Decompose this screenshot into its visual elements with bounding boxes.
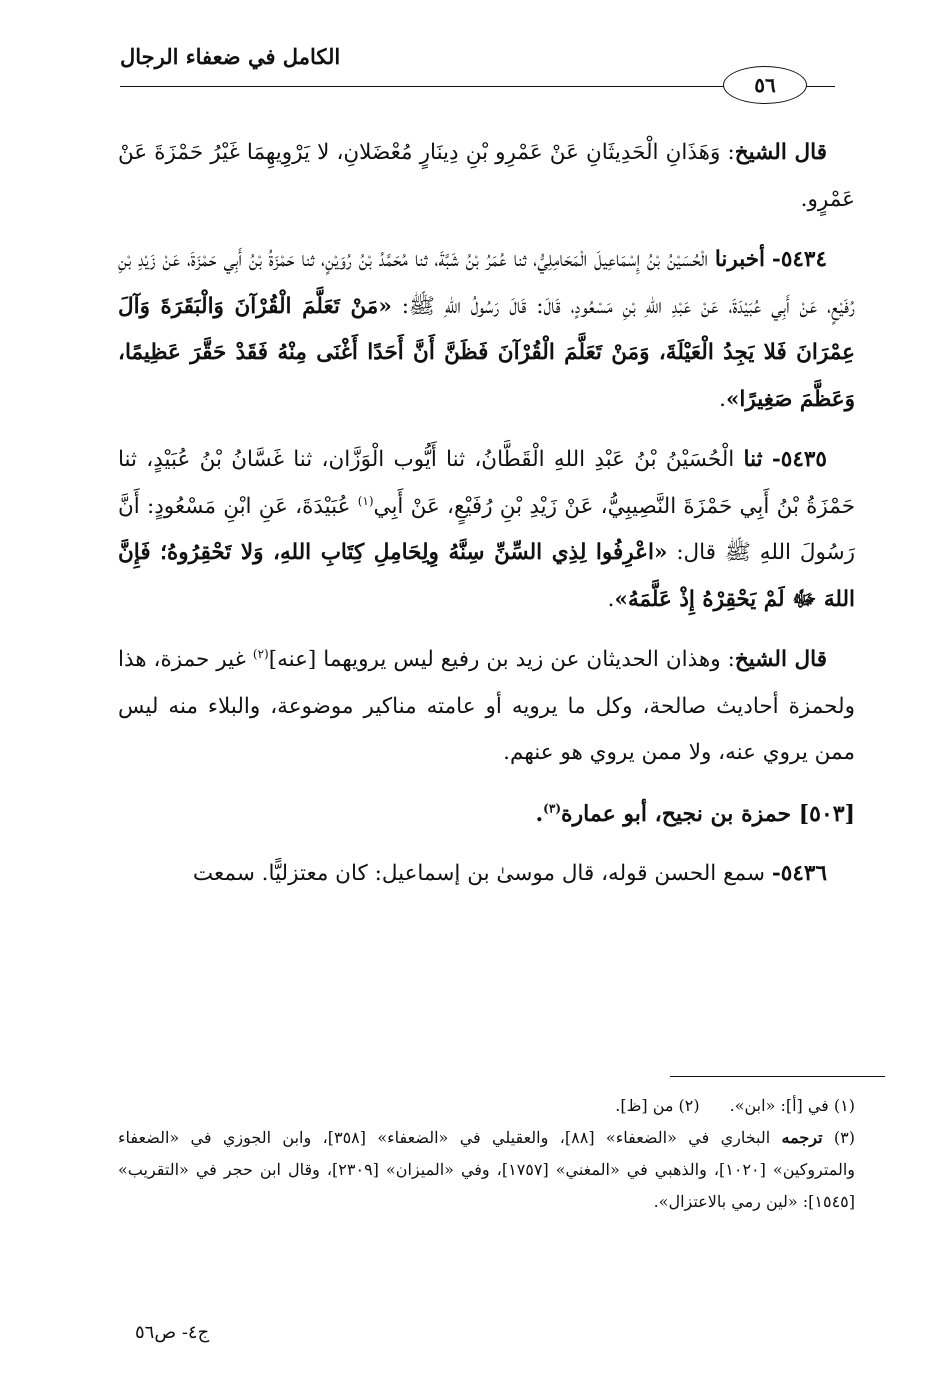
hadith-number: ٥٤٣٤- (771, 247, 828, 272)
hadith-5434 (118, 237, 855, 423)
running-header (120, 38, 835, 97)
footnote-1: (١) في [أ]: «ابن». (729, 1096, 855, 1115)
footnote-3 (118, 1122, 855, 1218)
footnote-ref-3: (٣) (543, 801, 561, 816)
footnote-separator (670, 1076, 885, 1077)
volume-page-reference: ج٤- ص٥٦ (135, 1322, 210, 1343)
hadith-quote: «اعْرِفُوا لِذِي السِّنِّ سِنَّهُ وِلِحَامِلِ كِتَابِ اللهِ، وَلا تَحْقِرُوهُ؛ فَإِنَّ اللهَ ﷻ لَمْ يَحْقِرْهُ إِذْ عَلَّمَهُ» (118, 540, 855, 612)
paragraph-text-cont: غير حمزة، هذا ولحمزة أحاديث صالحة، وكل ما يرويه أو عامته مناكير موضوعة، والبلاء منه ليس ممن يروي عنه، ولا ممن يروي هو عنهم. (118, 647, 855, 765)
page-number: ٥٦ (754, 73, 776, 97)
narration-label: أخبرنا (714, 247, 765, 272)
isnad-text-cont: عُبَيْدَةَ، عَنِ ابْنِ مَسْعُودٍ: أَنَّ رَسُولَ اللهِ ﷺ قال: (118, 493, 855, 565)
footnote-text: البخاري في «الضعفاء» [٨٨]، والعقيلي في «الضعفاء» [٣٥٨]، وابن الجوزي في «الضعفاء والمتروكين» [١٠٢٠]، والذهبي في «المغني» [١٧٥٧]، وفي «الميزان» [٢٣٠٩]، وقال ابن حجر في «التقريب» [١٥٤٥]: «لين رمي بالاعتزال». (118, 1128, 855, 1211)
paragraph-1 (118, 130, 855, 223)
end-mark: . (719, 386, 726, 412)
footnote-2: (٢) من [ظ]. (615, 1096, 700, 1115)
hadith-quote: «مَنْ تَعَلَّمَ الْقُرْآنَ وَالْبَقَرَةَ وَآلَ عِمْرَانَ فَلا يَجِدُ الْعَيْلَةَ، وَمَنْ تَعَلَّمَ الْقُرْآنَ فَظَنَّ أَنَّ أَحَدًا أَغْنَى مِنْهُ فَقَدْ حَقَّرَ عَظِيمًا، وَعَظَّمَ صَغِيرًا» (118, 293, 855, 412)
narration-label: ثنا (743, 447, 763, 472)
paragraph-4 (118, 637, 855, 777)
hadith-5436 (118, 851, 855, 898)
footnote-number: (٣) (833, 1128, 855, 1147)
isnad-text: الْحُسَيْنُ بْنُ إِسْمَاعِيلَ الْمَحَامِلِيُّ، ثنا عُمَرُ بْنُ شَبَّةَ، ثنا مُحَمَّدُ بْنُ رُوَيْنٍ، ثنا حَمْزَةُ بْنُ أَبِي حَمْزَةَ، عَنْ زَيْدِ بْنِ رُفَيْعٍ، عَنْ أَبِي عُبَيْدَةَ، عَنْ عَبْدِ اللهِ بْنِ مَسْعُودٍ، قَالَ: قَالَ رَسُولُ اللهِ ﷺ: (118, 247, 855, 319)
paragraph-text: : وهذان الحديثان عن زيد بن رفيع ليس يرويهما [عنه] (268, 647, 735, 672)
main-text (118, 130, 855, 912)
footnote-ref-1: (١) (357, 493, 374, 508)
hadith-5435 (118, 437, 855, 623)
end-mark: . (535, 800, 544, 827)
speaker-label: قال الشيخ (734, 647, 827, 672)
speaker-label: قال الشيخ (734, 140, 827, 165)
hadith-number: ٥٤٣٥- (771, 447, 827, 472)
footnote-row (118, 1090, 855, 1122)
footnote-keyword: ترجمه (781, 1128, 823, 1147)
paragraph-text: سمع الحسن قوله، قال موسىٰ بن إسماعيل: كان معتزليًّا. سمعت (192, 861, 766, 886)
page-number-badge (723, 66, 807, 104)
isnad-text: الْحُسَيْنُ بْنُ عَبْدِ اللهِ الْقَطَّانُ، ثنا أَيُّوب الْوَزَّان، ثنا غَسَّانُ بْنُ عُبَيْدٍ، ثنا حَمْزَةُ بْنُ أَبِي حَمْزَةَ النَّصِيبِيُّ، عَنْ زَيْدِ بْنِ رُفَيْعٍ، عَنْ أَبِي (118, 447, 855, 519)
paragraph-text: : وَهَذَانِ الْحَدِيثَانِ عَنْ عَمْرِو بْنِ دِينَارٍ مُعْضَلانِ، لا يَرْوِيهِمَا غَيْرُ حَمْزَةَ عَنْ عَمْرٍو. (118, 140, 855, 212)
book-title: الكامل في ضعفاء الرجال (120, 44, 341, 69)
footnote-ref-2: (٢) (252, 646, 269, 661)
end-mark: . (607, 586, 615, 612)
section-heading (118, 791, 855, 838)
hadith-number: ٥٤٣٦- (771, 861, 827, 886)
footnotes (118, 1090, 855, 1218)
section-title: [٥٠٣] حمزة بن نجيح، أبو عمارة (561, 800, 855, 827)
